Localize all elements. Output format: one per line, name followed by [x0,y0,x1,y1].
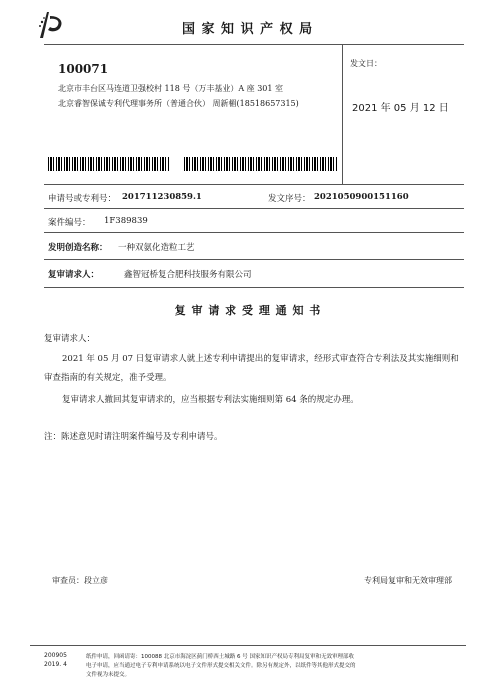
header-divider [44,44,464,45]
serial-label: 发文序号： [268,194,311,204]
paragraph-2: 复审请求人撤回其复审请求的，应当根据专利法实施细则第 64 条的规定办理。 [62,395,359,405]
row-divider-2 [44,232,464,233]
notice-title: 复 审 请 求 受 理 通 知 书 [174,304,322,317]
issue-date: 2021 年 05 月 12 日 [352,103,449,114]
row-divider-1 [44,208,464,209]
paragraph-1a: 2021 年 05 月 07 日复审请求人就上述专利申请提出的复审请求，经形式审查符合专利法及其实施细则和 [62,354,459,364]
info-top-divider [44,184,464,185]
office-name: 国 家 知 识 产 权 局 [182,22,314,37]
app-no: 201711230859.1 [122,192,202,202]
footer-divider [30,645,466,646]
row-divider-3 [44,259,464,260]
salutation: 复审请求人： [44,334,96,344]
address-divider [342,44,343,184]
requester-name: 鑫智冠桥复合肥科技服务有限公司 [124,270,252,280]
requester-label: 复审请求人： [48,270,100,280]
row-divider-4 [44,287,464,288]
examiner: 审查员：段立彦 [52,576,108,585]
issue-date-label: 发文日： [350,59,382,68]
case-no: 1F389839 [104,216,148,226]
serial-no: 2021050900151160 [314,192,409,202]
barcode-left [48,157,170,171]
invention-title: 一种双氨化造粒工艺 [118,243,195,253]
note: 注：陈述意见时请注明案件编号及专利申请号。 [44,432,223,442]
invention-label: 发明创造名称： [48,243,108,253]
address-line: 北京市丰台区马连道卫强校村 118 号（万丰基业）A 座 301 室 [58,84,284,93]
department: 专利局复审和无效审理部 [364,576,452,585]
footnote-line-2: 电子申请，应当通过电子专利申请系统以电子文件形式提交相关文件。除另有规定外，以纸件等其他形式提交的 [86,663,356,669]
postal-code: 100071 [58,62,109,76]
agency-line: 北京睿智保诚专利代理事务所（普通合伙） 周新楣(18518657315) [58,99,299,108]
paragraph-1b: 审查指南的有关规定，准予受理。 [44,373,172,383]
form-date: 2019. 4 [44,661,67,668]
footnote-line-1: 纸件申请，回函请寄：100088 北京市海淀区蓟门桥西土城路 6 号 国家知识产权局专利局复审和无效审理部收 [86,654,354,660]
cnipa-logo [36,10,66,40]
barcode-right [184,157,338,171]
footnote-line-3: 文件视为未提交。 [86,672,131,678]
app-no-label: 申请号或专利号： [48,194,117,204]
case-no-label: 案件编号： [48,218,91,228]
form-code: 200905 [44,652,67,659]
